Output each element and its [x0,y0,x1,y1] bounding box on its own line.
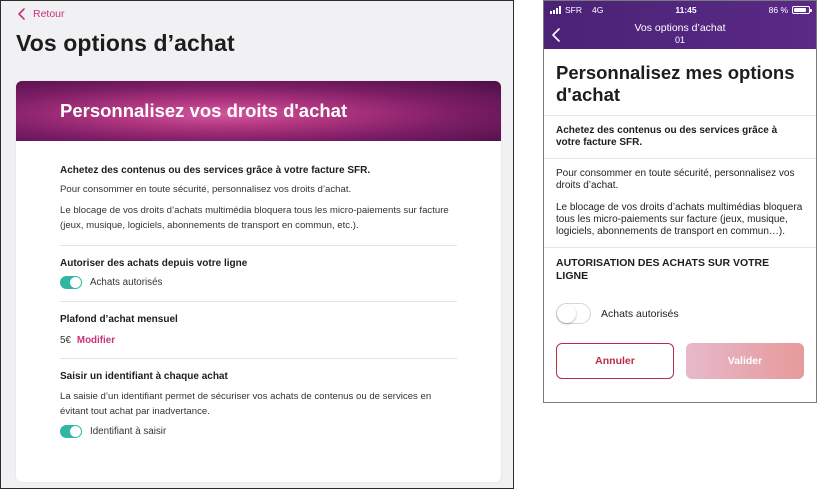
divider [544,247,816,248]
phone-panel [543,0,817,403]
toggle-knob [70,277,81,288]
modify-link[interactable]: Modifier [76,335,116,346]
phone-toggle-label: Achats autorisés [601,307,679,320]
phone-section-title: AUTORISATION DES ACHATS SUR VOTRE LIGNE [556,257,770,282]
phone-header [544,1,816,49]
confirm-button[interactable]: Valider [686,343,804,379]
chevron-left-icon [15,7,29,21]
battery-icon [792,6,810,14]
toggle-knob [70,426,81,437]
intro-paragraph-2: Le blocage de vos droits d’achats multimédia bloquera tous les micro-paiements sur facture (jeux, musique, logiciels, abonnements de transport en commun, etc.). [60,205,449,231]
carrier-label: SFR [565,4,582,15]
authorize-purchases-toggle[interactable] [60,276,82,289]
phone-intro-paragraph-2: Le blocage de vos droits d’achats multimédias bloquera tous les micro-paiements sur facture (jeux, musique, logiciels, abonnements de transport en commun…). [556,202,803,237]
toggle-knob [557,304,576,323]
purchase-rights-card [16,81,501,482]
battery-percent: 86 % [768,4,788,15]
page-title: Vos options d’achat [16,30,235,56]
status-right [769,5,810,15]
cancel-button[interactable]: Annuler [556,343,674,379]
phone-intro-heading: Achetez des contenus ou des services grâce à votre facture SFR. [556,125,778,148]
status-left [550,5,603,15]
card-banner [16,81,501,141]
nav-subtitle: 01 [674,35,685,45]
ceiling-amount: 5€ [60,335,71,346]
phone-intro-paragraph-1: Pour consommer en toute sécurité, personnalisez vos droits d’achat. [556,168,795,191]
divider [60,358,457,359]
back-link-label: Retour [33,8,65,20]
back-link[interactable] [15,7,65,21]
card-body [16,141,501,438]
phone-button-row [544,343,816,379]
divider [60,245,457,246]
phone-authorize-toggle[interactable] [556,303,591,324]
identifier-toggle[interactable] [60,425,82,438]
nav-title: Vos options d’achat [634,22,726,34]
status-bar [544,1,816,18]
identifier-toggle-row [60,425,457,438]
authorize-toggle-row [60,276,457,289]
identifier-toggle-label: Identifiant à saisir [90,426,167,437]
clock: 11:45 [675,4,697,15]
ceiling-row [60,335,457,346]
identifier-section-title: Saisir un identifiant à chaque achat [60,371,228,382]
signal-icon [550,6,561,14]
banner-title: Personnalisez vos droits d'achat [60,100,348,121]
divider [60,301,457,302]
intro-heading: Achetez des contenus ou des services grâce à votre facture SFR. [60,165,371,176]
identifier-description: La saisie d’un identifiant permet de sécuriser vos achats de contenus ou de services en évitant tout achat par inadvertance. [60,391,432,417]
divider [544,158,816,159]
ceiling-section-title: Plafond d’achat mensuel [60,314,178,325]
intro-paragraph-1: Pour consommer en toute sécurité, personnalisez vos droits d’achat. [60,184,352,195]
network-label: 4G [592,4,604,15]
phone-toggle-row [544,303,816,324]
authorize-section-title: Autoriser des achats depuis votre ligne [60,258,248,269]
divider [544,115,816,116]
phone-page-title: Personnalisez mes options d'achat [556,62,795,105]
authorize-toggle-label: Achats autorisés [90,277,163,288]
